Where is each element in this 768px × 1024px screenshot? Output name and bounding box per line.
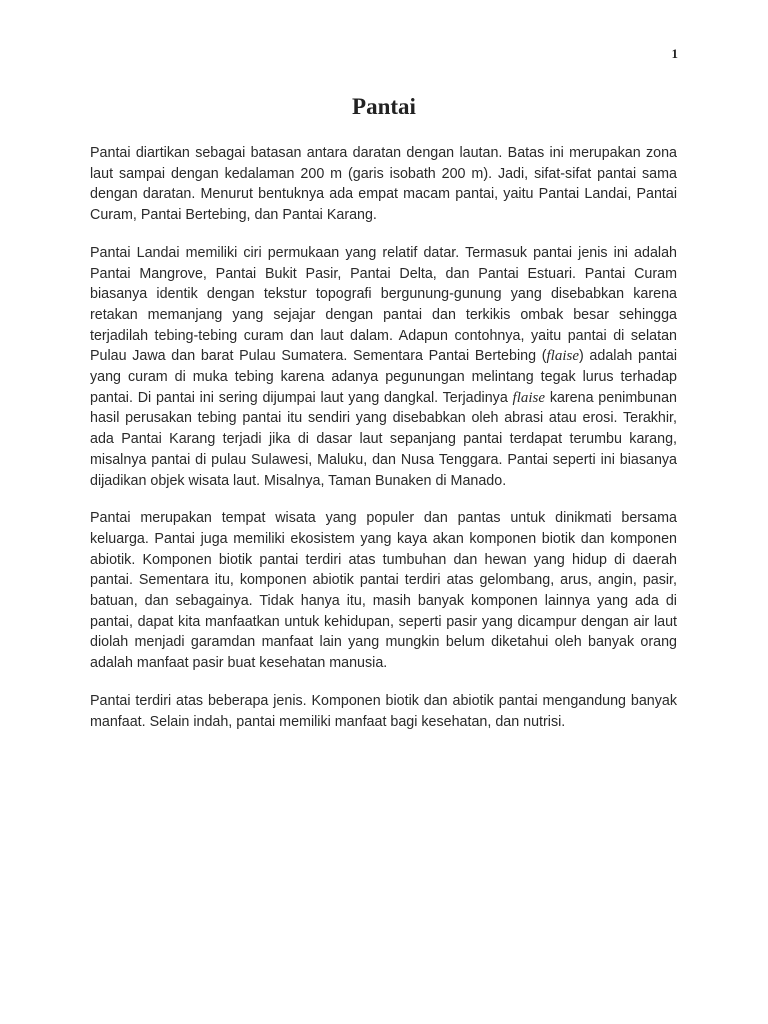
paragraph-summary: Pantai terdiri atas beberapa jenis. Komponen biotik dan abiotik pantai mengandung banyak manfaat. Selain indah, pantai memiliki manfaat bagi kesehatan, dan nutrisi.: [90, 692, 677, 730]
page-title: Pantai: [352, 94, 416, 119]
term-flaise-1: flaise: [546, 348, 579, 365]
page-number: 1: [671, 46, 678, 61]
document-body: [90, 143, 677, 749]
paragraph-coast-types-part1: Pantai Landai memiliki ciri permukaan yang relatif datar. Termasuk pantai jenis ini adalah Pantai Mangrove, Pantai Bukit Pasir, Pantai Delta, dan Pantai Estuari. Pantai Curam biasanya identik dengan tekstur topografi bergunung-gunung yang disebabkan karena retakan memanjang yang sejajar dengan pantai dan terkikis ombak besar sehingga terjadilah tebing-tebing curam dan laut dalam. Adapun contohnya, yaitu pantai di selatan Pulau Jawa dan barat Pulau Sumatera. Sementara Pantai Bertebing (: [90, 244, 677, 365]
paragraph-coast-types-part2: ) adalah pantai yang curam di muka tebing karena adanya pegunungan melintang tegak lurus terhadap pantai. Di pantai ini sering dijumpai laut yang dangkal. Terjadinya: [90, 348, 677, 406]
paragraph-ecosystem: Pantai merupakan tempat wisata yang populer dan pantas untuk dinikmati bersama keluarga. Pantai juga memiliki ekosistem yang kaya akan komponen biotik dan komponen abiotik. Komponen biotik pantai terdiri atas tumbuhan dan hewan yang hidup di daerah pantai. Sementara itu, komponen abiotik pantai terdiri atas gelombang, arus, angin, pasir, batuan, dan sebagainya. Tidak hanya itu, masih banyak komponen lainnya yang ada di pantai, dapat kita manfaatkan untuk kehidupan, seperti pasir yang dicampur dengan air laut diolah menjadi garamdan manfaat lain yang mungkin belum diketahui oleh banyak orang adalah manfaat pasir buat kesehatan manusia.: [90, 510, 677, 672]
paragraph-coast-types-part3: karena penimbunan hasil perusakan tebing pantai itu sendiri yang disebabkan oleh abrasi atau erosi. Terakhir, ada Pantai Karang terjadi jika di dasar laut sepanjang pantai terdapat terumbu karang, misalnya pantai di pulau Sulawesi, Maluku, dan Nusa Tenggara. Pantai seperti ini biasanya dijadikan objek wisata laut. Misalnya, Taman Bunaken di Manado.: [90, 389, 677, 489]
term-flaise-2: flaise: [512, 389, 546, 406]
paragraph-intro: Pantai diartikan sebagai batasan antara daratan dengan lautan. Batas ini merupakan zona laut sampai dengan kedalaman 200 m (garis isobath 200 m). Jadi, sifat-sifat pantai sama dengan daratan. Menurut bentuknya ada empat macam pantai, yaitu Pantai Landai, Pantai Curam, Pantai Bertebing, dan Pantai Karang.: [90, 145, 677, 224]
paragraph-coast-types: [90, 243, 677, 491]
